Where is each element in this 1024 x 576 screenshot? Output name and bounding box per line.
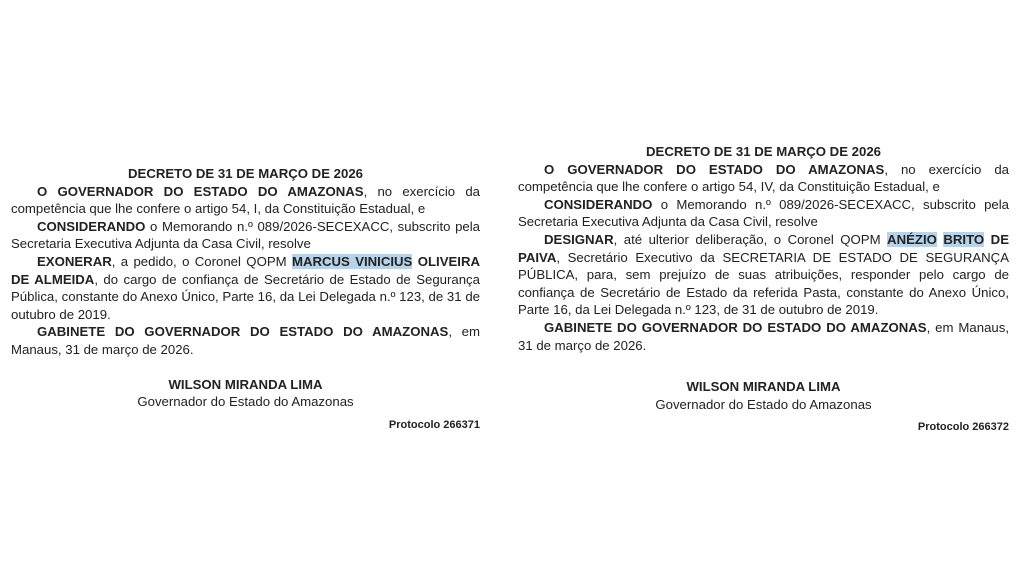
gabinete-heading: GABINETE DO GOVERNADOR DO ESTADO DO AMAZONAS bbox=[37, 324, 449, 340]
action-text: , até ulterior deliberação, o Coronel QOPM bbox=[613, 231, 888, 247]
action-text: , a pedido, o Coronel QOPM bbox=[111, 253, 292, 269]
considerando-paragraph bbox=[11, 218, 480, 253]
closing-text: , em Manaus, 31 de março de 2026. bbox=[11, 324, 480, 357]
considerando-label: CONSIDERANDO bbox=[544, 196, 653, 212]
closing-text: , em Manaus, 31 de março de 2026. bbox=[518, 319, 1009, 353]
decree-designar bbox=[518, 143, 1009, 437]
governor-heading: O GOVERNADOR DO ESTADO DO AMAZONAS bbox=[37, 183, 364, 199]
preamble-text: , no exercício da competência que lhe confere o artigo 54, I, da Constituição Estadual, e bbox=[11, 183, 481, 217]
gabinete-heading: GABINETE DO GOVERNADOR DO ESTADO DO AMAZONAS bbox=[544, 319, 927, 335]
decree-exonerar bbox=[11, 165, 480, 434]
highlighted-name: ANÉZIO bbox=[887, 231, 937, 247]
preamble-text: , no exercício da competência que lhe confere o artigo 54, IV, da Constituição Estadual, e bbox=[518, 161, 1010, 195]
governor-heading: O GOVERNADOR DO ESTADO DO AMAZONAS bbox=[544, 161, 885, 177]
highlighted-name: MARCUS VINICIUS bbox=[291, 253, 413, 269]
closing-paragraph bbox=[518, 319, 1009, 354]
closing-paragraph bbox=[11, 323, 480, 358]
decree-title: DECRETO DE 31 DE MARÇO DE 2026 bbox=[128, 166, 363, 181]
preamble-paragraph bbox=[11, 183, 480, 218]
signer-name: WILSON MIRANDA LIMA bbox=[168, 376, 323, 392]
action-paragraph bbox=[11, 253, 480, 323]
action-verb: DESIGNAR bbox=[544, 231, 614, 247]
action-text-continued: , Secretário Executivo da SECRETARIA DE ESTADO DE SEGURANÇA PÚBLICA, para, sem prejuízo de suas atribuições, responder pelo cargo de confiança de Secretário de Estado da referida Pasta, constante do Anexo Único, Parte 16, da Lei Delegada n.º 123, de 31 de outubro de 2019. bbox=[518, 249, 1009, 318]
person-name-rest: DE PAIVA bbox=[518, 231, 1009, 265]
considerando-label: CONSIDERANDO bbox=[37, 218, 146, 234]
signer-role: Governador do Estado do Amazonas bbox=[655, 396, 872, 412]
considerando-text: o Memorando n.º 089/2026-SECEXACC, subscrito pela Secretaria Executiva Adjunta da Casa Civil, resolve bbox=[11, 218, 480, 252]
person-name-rest: OLIVEIRA DE ALMEIDA bbox=[11, 253, 480, 287]
action-paragraph bbox=[518, 231, 1009, 319]
action-verb: EXONERAR bbox=[37, 253, 112, 269]
highlighted-name: BRITO bbox=[943, 231, 985, 247]
protocol-number: Protocolo 266372 bbox=[917, 421, 1009, 434]
considerando-paragraph bbox=[518, 196, 1009, 231]
signer-name: WILSON MIRANDA LIMA bbox=[686, 379, 841, 395]
protocol-number: Protocolo 266371 bbox=[388, 418, 480, 431]
action-text-continued: , do cargo de confiança de Secretário de Estado de Segurança Pública, constante do Anexo Único, Parte 16, da Lei Delegada n.º 123, de 31 de outubro de 2019. bbox=[11, 271, 480, 322]
signer-role: Governador do Estado do Amazonas bbox=[137, 394, 354, 410]
considerando-text: o Memorando n.º 089/2026-SECEXACC, subscrito pela Secretaria Executiva Adjunta da Casa Civil, resolve bbox=[518, 196, 1009, 230]
preamble-paragraph bbox=[518, 161, 1009, 196]
decree-title: DECRETO DE 31 DE MARÇO DE 2026 bbox=[646, 144, 881, 159]
